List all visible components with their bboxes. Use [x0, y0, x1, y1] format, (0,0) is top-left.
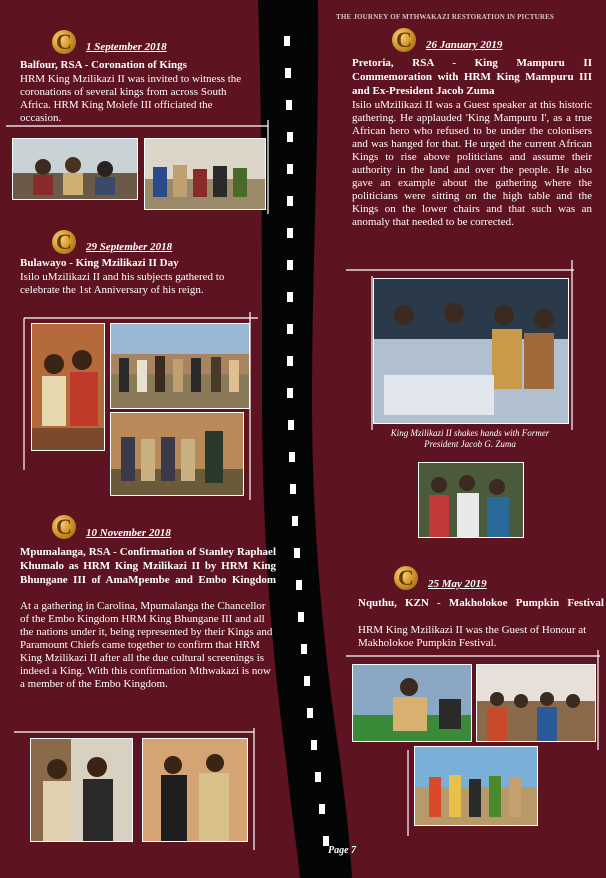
event-body: Isilo uMzilikazi II and his subjects gathered to celebrate the 1st Anniversary of his reign. [20, 271, 225, 296]
event-date: 1 September 2018 [86, 41, 167, 53]
gold-c-icon: C [52, 230, 76, 254]
event-body: HRM King Mzilikazi II was invited to witness the coronations of several kings from across South Africa. HRM King Molefe III officiated the occasion. [20, 73, 242, 124]
gold-c-icon: C [392, 28, 416, 52]
event-photo [144, 138, 266, 210]
event-title: Nquthu, KZN - Makholokoe Pumpkin Festival [358, 597, 604, 609]
event-photo [414, 746, 538, 826]
event-photo [30, 738, 133, 842]
page-number: Page 7 [328, 845, 357, 856]
event-photo [142, 738, 248, 842]
gold-c-icon: C [52, 30, 76, 54]
event-body: Isilo uMzilikazi II was a Guest speaker at this historic gathering. He applauded 'King Mampuru I', as a true African hero who refused to be under the colonisers and was hanged for that. He urged the current African Kings to rise above politicians and assume their authority in the land and over the people. He also gave an example about the gathering where the politicians were sitting on the high table and the Kings on the lower chairs and that such was an anomaly that needed to be corrected. [352, 99, 592, 228]
photo-caption: King Mzilikazi II shakes hands with Former President Jacob G. Zuma [390, 428, 550, 449]
event-title: Pretoria, RSA - King Mampuru II Commemoration with HRM King Mampuru III and Ex-President Jacob Zuma [352, 57, 592, 97]
event-photo [110, 323, 250, 409]
gold-c-icon: C [52, 515, 76, 539]
event-photo [476, 664, 596, 742]
event-date: 26 January 2019 [426, 39, 503, 51]
event-photo [12, 138, 138, 200]
event-title: Balfour, RSA - Coronation of Kings [20, 59, 187, 71]
event-photo [110, 412, 244, 496]
event-photo [418, 462, 524, 538]
event-date: 10 November 2018 [86, 527, 171, 539]
event-photo [373, 278, 569, 424]
gold-c-icon: C [394, 566, 418, 590]
event-date: 29 September 2018 [86, 241, 173, 253]
event-date: 25 May 2019 [428, 578, 487, 590]
event-title: Mpumalanga, RSA - Confirmation of Stanley Raphael Khumalo as HRM King Mzilikazi II by HRM King Bhungane III of AmaMpembe and Embo Kingdom [20, 546, 276, 586]
event-photo [352, 664, 472, 742]
event-title: Bulawayo - King Mzilikazi II Day [20, 257, 179, 269]
event-body: HRM King Mzilikazi II was the Guest of Honour at Makholokoe Pumpkin Festival. [358, 624, 587, 649]
event-photo [31, 323, 105, 451]
page-header: THE JOURNEY OF MTHWAKAZI RESTORATION IN PICTURES [336, 13, 555, 21]
event-body: At a gathering in Carolina, Mpumalanga the Chancellor of the Embo Kingdom HRM King Bhungane III and all the nations under it, being represented by their Kings and Paramount Chiefs came together to confirm that HRM King Mzilikazi II after all the due cultural screenings is indeed a King. With this confirmation Mthwakazi is now a member of the Embo Kingdom. [20, 600, 273, 690]
